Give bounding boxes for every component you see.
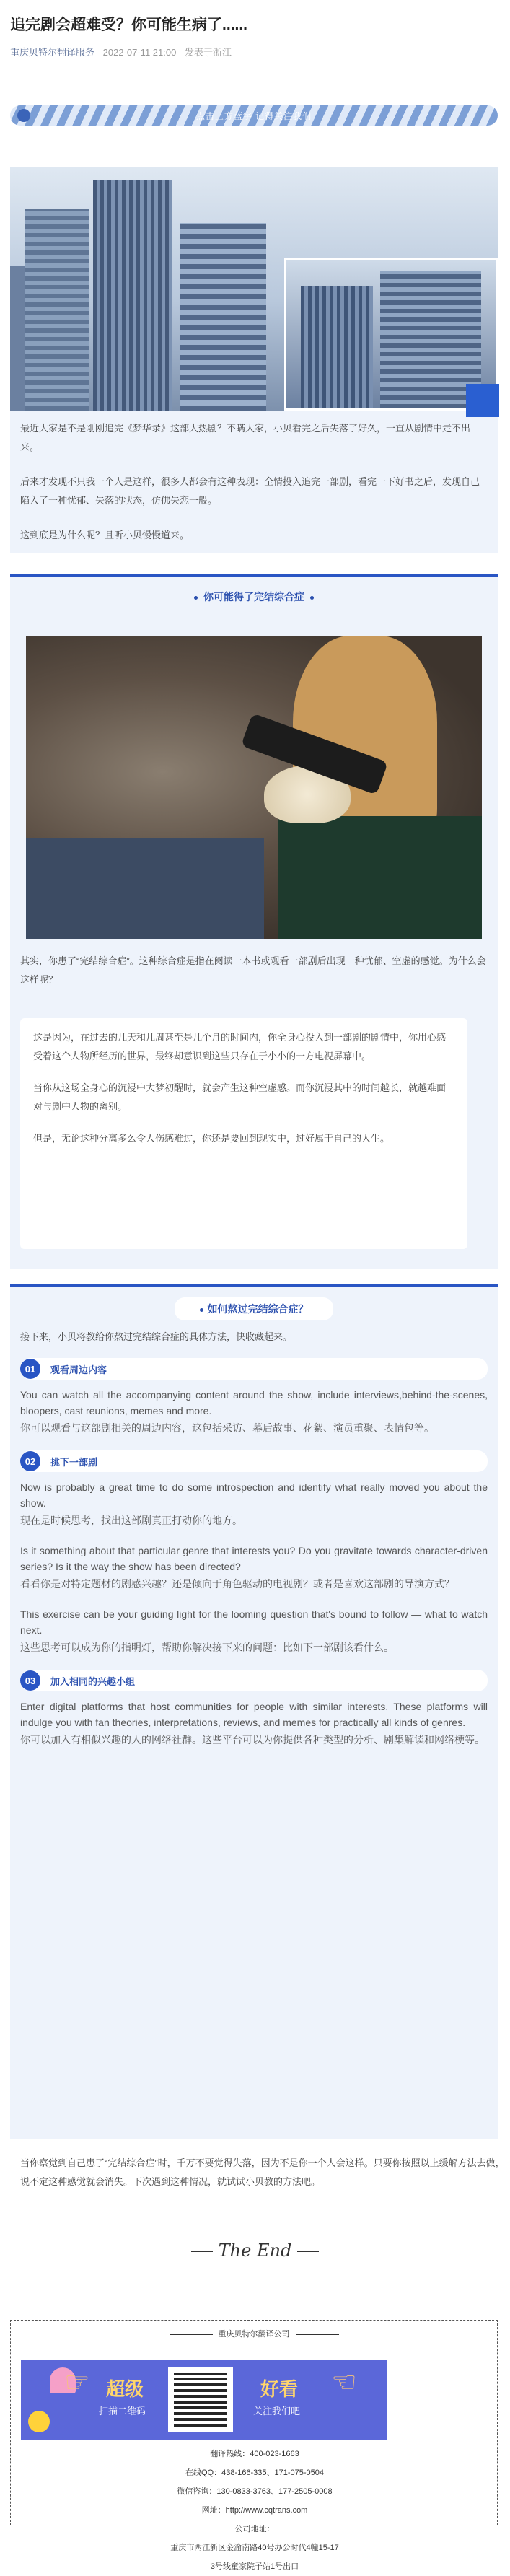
section-heading-text: 你可能得了完结综合症 — [203, 591, 304, 603]
pacman-icon — [28, 2411, 50, 2432]
article-meta — [10, 45, 500, 58]
step-header — [20, 1670, 488, 1691]
step-number: 02 — [20, 1451, 40, 1471]
step-label: 加入相同的兴趣小组 — [50, 1675, 136, 1687]
website-link[interactable]: 网址：http://www.cqtrans.com — [201, 2506, 308, 2515]
pointing-hand-icon: ☞ — [64, 2367, 90, 2398]
address-line: 重庆市两江新区金渝南路40号办公时代4幢15-17 — [170, 2544, 339, 2552]
qr-banner — [21, 2360, 387, 2440]
step-body — [10, 1699, 498, 1748]
step-chinese: 你可以加入有相似兴趣的人的网络社群。这些平台可以为你提供各种类型的分析、剧集解读和网络梗等。 — [20, 1734, 485, 1745]
divider — [170, 2334, 213, 2335]
section-lead-text: 接下来，小贝将教给你熬过完结综合症的具体方法，快收藏起来。 — [20, 1331, 293, 1342]
address-label: 公司地址： — [234, 2525, 275, 2533]
divider — [297, 2251, 319, 2252]
conclusion-text: 当你察觉到自己患了“完结综合症”时，千万不要觉得失落，因为不是你一个人会这样。只要你按照以上缓解方法去做，说不定这种感觉就会消失。下次遇到这种情况，就试试小贝教的方法吧。 — [20, 2157, 505, 2187]
hotline: 翻译热线：400-023-1663 — [210, 2450, 299, 2458]
step-label: 观看周边内容 — [50, 1364, 107, 1375]
address-line: 3号线童家院子站1号出口 — [210, 2562, 299, 2571]
intro-text — [10, 419, 498, 561]
step-english: Is it something about that particular genre that interests you? Do you gravitate towards character-driven series? Is it the way the show has been directed? — [20, 1545, 488, 1572]
banner-left-big: 超级 — [106, 2378, 144, 2400]
banner-left-small: 扫描二维码 — [99, 2406, 146, 2417]
pointing-hand-icon: ☜ — [331, 2367, 357, 2398]
step-english: You can watch all the accompanying content around the show, include interviews,behind-the-scenes, bloopers, cast reunions, memes and more. — [20, 1389, 488, 1416]
follow-banner[interactable] — [10, 105, 498, 126]
end-mark — [0, 2240, 510, 2261]
section-syndrome — [10, 574, 498, 1269]
step-chinese: 现在是时候思考，找出这部剧真正打动你的地方。 — [20, 1515, 242, 1526]
divider — [296, 2334, 339, 2335]
step-body — [10, 1479, 498, 1655]
intro-paragraph: 这到底是为什么呢？且听小贝慢慢道来。 — [20, 530, 190, 540]
intro-paragraph: 最近大家是不是刚刚追完《梦华录》这部大热剧？不瞒大家，小贝看完之后失落了好久，一直从剧情中走不出来。 — [20, 423, 471, 452]
step-chinese: 这些思考可以成为你的指明灯，帮助你解决接下来的问题：比如下一部剧该看什么。 — [20, 1642, 394, 1653]
article-title: 追完剧会超难受？你可能生病了...... — [10, 17, 248, 33]
step-english: This exercise can be your guiding light for the looming question that's bound to follow — what to watch next. — [20, 1608, 488, 1636]
intro-card — [10, 167, 498, 553]
step-english: Enter digital platforms that host communities for people with similar interests. These platforms will indulge you with fan theories, interpretations, reviews, and memes for practically all kinds of genres. — [20, 1701, 488, 1728]
section-heading-text: 如何熬过完结综合症？ — [207, 1303, 309, 1315]
qr-code[interactable] — [168, 2367, 233, 2432]
company-footer — [10, 2320, 498, 2571]
intro-paragraph: 后来才发现不只我一个人是这样，很多人都会有这种表现：全情投入追完一部剧，看完一下好书之后，发现自己陷入了一种忧郁、失落的状态，仿佛失恋一般。 — [20, 476, 480, 506]
qq-contact: 在线QQ：438-166-335、171-075-0504 — [185, 2468, 324, 2477]
step-body — [10, 1387, 498, 1436]
footer-title — [11, 2328, 497, 2339]
step-chinese: 你可以观看与这部剧相关的周边内容，这包括采访、幕后故事、花絮、演员重聚、表情包等。 — [20, 1422, 434, 1434]
step-chinese: 看看你是对特定题材的剧感兴趣？还是倾向于角色驱动的电视剧？或者是喜欢这部剧的导演方式？ — [20, 1578, 454, 1590]
bullet-icon — [310, 596, 314, 600]
divider — [191, 2251, 213, 2252]
decor-square — [466, 384, 499, 417]
section-heading — [175, 1297, 333, 1320]
step-header — [20, 1450, 488, 1472]
account-name-link[interactable]: 重庆贝特尔翻译服务 — [10, 47, 95, 58]
contact-info — [11, 2445, 498, 2576]
explanation-paragraph: 这是因为，在过去的几天和几周甚至是几个月的时间内，你全身心投入到一部剧的剧情中，你用心感受着这个人物所经历的世界，最终却意识到这些只存在于小小的一方电视屏幕中。 — [33, 1032, 447, 1061]
banner-right-small: 关注我们吧 — [253, 2406, 301, 2417]
banner-right-big: 好看 — [260, 2378, 299, 2400]
couple-watching-tv-image — [26, 636, 482, 939]
explanation-box — [20, 1018, 467, 1249]
section-lead-text: 其实，你患了“完结综合症”。这种综合症是指在阅读一本书或观看一部剧后出现一种忧郁、空虚的感觉。为什么会这样呢？ — [20, 955, 486, 985]
explanation-paragraph: 当你从这场全身心的沉浸中大梦初醒时，就会产生这种空虚感。而你沉浸其中的时间越长，就越难面对与剧中人物的离别。 — [33, 1082, 447, 1112]
article-header — [0, 0, 510, 58]
end-mark-text: The End — [218, 2240, 292, 2261]
explanation-paragraph: 但是，无论这种分离多么令人伤感难过，你还是要回到现实中，过好属于自己的人生。 — [33, 1133, 390, 1144]
section-coping — [10, 1284, 498, 2139]
step-header — [20, 1358, 488, 1380]
step-number: 01 — [20, 1359, 40, 1379]
publish-date: 2022-07-11 21:00 — [102, 47, 177, 58]
section-heading — [10, 590, 498, 604]
step-number: 03 — [20, 1670, 40, 1691]
bullet-icon — [200, 1308, 203, 1312]
publish-location: 发表于浙江 — [184, 47, 232, 58]
bullet-icon — [194, 596, 198, 600]
follow-slogan: 点击上方蓝字 记得关注我们 — [195, 111, 312, 121]
step-label: 挑下一部剧 — [50, 1456, 98, 1468]
wechat-contact: 微信咨询：130-0833-3763、177-2505-0008 — [177, 2487, 333, 2496]
step-english: Now is probably a great time to do some introspection and identify what really moved you about the show. — [20, 1481, 488, 1509]
company-name: 重庆贝特尔翻译公司 — [218, 2330, 290, 2339]
